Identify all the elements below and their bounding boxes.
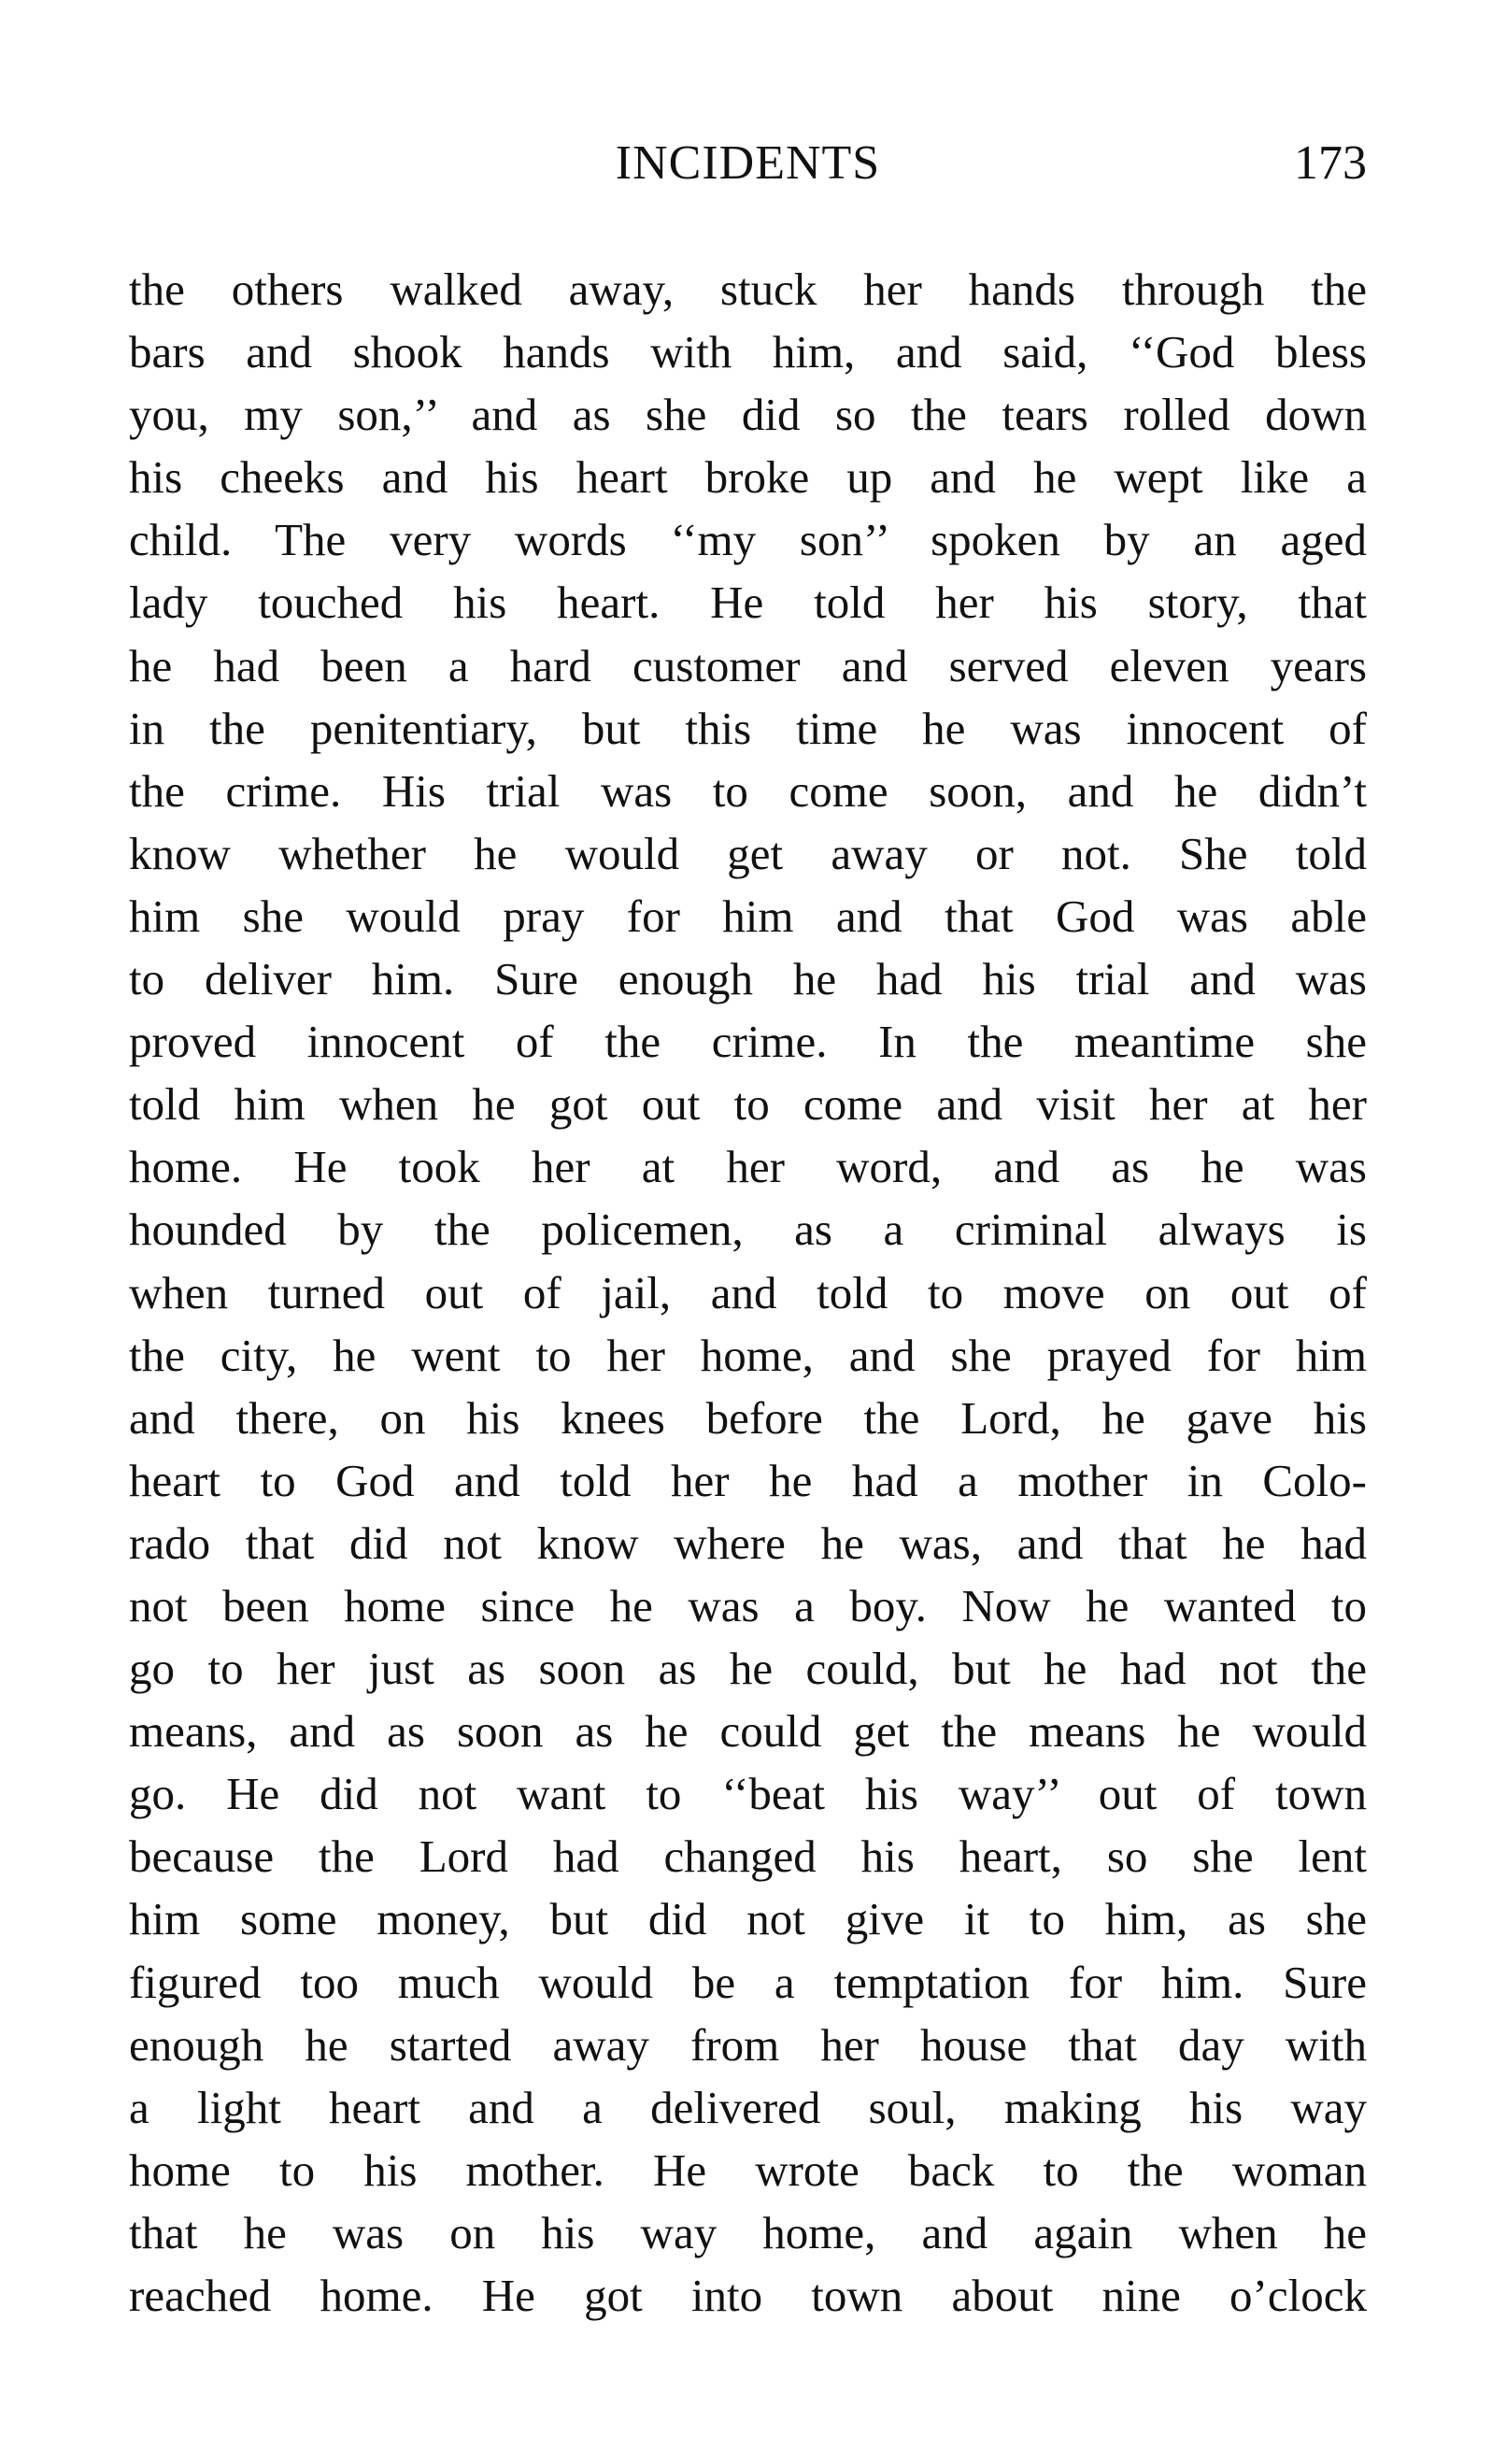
body-text [129, 258, 1367, 2327]
text-line: a light heart and a delivered soul, making his way [129, 2081, 1367, 2133]
text-line: hounded by the policemen, as a criminal always is [129, 1204, 1367, 1256]
text-line: the crime. His trial was to come soon, and he didn’t [129, 764, 1367, 817]
text-line: him she would pray for him and that God was able [129, 890, 1367, 942]
text-line: home to his mother. He wrote back to the woman [129, 2144, 1367, 2196]
text-line: child. The very words ‘‘my son’’ spoken by an aged [129, 514, 1367, 566]
text-line: means, and as soon as he could get the means he would [129, 1705, 1367, 1758]
text-line: figured too much would be a temptation for him. Sure [129, 1956, 1367, 2008]
page-header [129, 131, 1367, 196]
text-line: bars and shook hands with him, and said, ‘‘God bless [129, 326, 1367, 378]
text-line: home. He took her at her word, and as he was [129, 1141, 1367, 1193]
text-line: not been home since he was a boy. Now he wanted to [129, 1579, 1367, 1631]
text-line: his cheeks and his heart broke up and he wept like a [129, 451, 1367, 504]
text-line: him some money, but did not give it to him, as she [129, 1893, 1367, 1945]
running-head: INCIDENTS [615, 136, 881, 190]
text-line: reached home. He got into town about nine o’clock [129, 2270, 1367, 2321]
text-line: in the penitentiary, but this time he was innocent of [129, 702, 1367, 754]
text-line: told him when he got out to come and visit her at her [129, 1078, 1367, 1131]
text-line: the others walked away, stuck her hands through the [129, 263, 1367, 315]
text-line: that he was on his way home, and again when he [129, 2206, 1367, 2258]
text-line: when turned out of jail, and told to move on out of [129, 1266, 1367, 1318]
text-line: rado that did not know where he was, and that he had [129, 1517, 1367, 1569]
text-line: lady touched his heart. He told her his story, that [129, 577, 1367, 629]
text-line: proved innocent of the crime. In the meantime she [129, 1016, 1367, 1068]
text-line: you, my son,’’ and as she did so the tears rolled down [129, 389, 1367, 441]
text-line: to deliver him. Sure enough he had his trial and was [129, 953, 1367, 1005]
text-line: go. He did not want to ‘‘beat his way’’ out of town [129, 1768, 1367, 1820]
text-line: know whether he would get away or not. She told [129, 827, 1367, 879]
text-line: he had been a hard customer and served eleven years [129, 639, 1367, 691]
text-line: the city, he went to her home, and she prayed for him [129, 1329, 1367, 1381]
text-line: enough he started away from her house that day with [129, 2018, 1367, 2071]
page-number: 173 [1294, 136, 1367, 190]
text-line: go to her just as soon as he could, but he had not the [129, 1643, 1367, 1695]
text-line: heart to God and told her he had a mother in Colo- [129, 1454, 1367, 1506]
text-line: and there, on his knees before the Lord, he gave his [129, 1391, 1367, 1444]
text-line: because the Lord had changed his heart, so she lent [129, 1830, 1367, 1883]
